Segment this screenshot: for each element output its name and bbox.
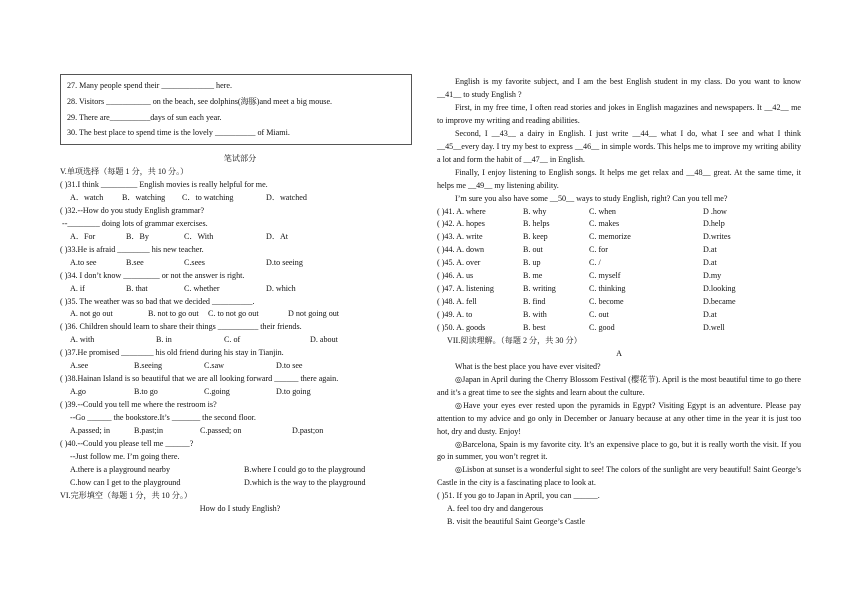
option-d: D.to see bbox=[276, 361, 303, 371]
option-d: D.to going bbox=[276, 387, 311, 397]
options-36 bbox=[60, 334, 420, 347]
option-b: B. keep bbox=[523, 232, 548, 242]
option-d: D.writes bbox=[703, 232, 731, 242]
option-b: B. me bbox=[523, 271, 543, 281]
question-36: ( )36. Children should learn to share their things __________ their friends. bbox=[60, 322, 302, 332]
options-33 bbox=[60, 257, 420, 270]
cloze-paragraph-2: First, in my free time, I often read stories and jokes in English magazines and newspapers. It __42__ me to improve my writing and reading abilities. bbox=[437, 102, 801, 125]
cloze-option-row bbox=[437, 206, 801, 219]
option-c: C. / bbox=[589, 258, 601, 268]
cloze-paragraph-4: Finally, I enjoy listening to English songs. It helps me get relax and __48__ great. At the same time, it helps me __49__ my listening ability. bbox=[437, 167, 801, 190]
option-b: B.past;in bbox=[134, 425, 164, 435]
cloze-title: How do I study English? bbox=[199, 503, 281, 513]
question-37: ( )37.He promised ________ his old friend during his stay in Tianjin. bbox=[60, 348, 284, 358]
question-32-line2: --________ doing lots of grammar exercises. bbox=[62, 218, 208, 228]
option-c: C. when bbox=[589, 206, 616, 216]
question-51: ( )51. If you go to Japan in April, you can ______. bbox=[437, 491, 600, 501]
written-part-title: 笔试部分 bbox=[223, 154, 257, 164]
option-c: C．With bbox=[184, 231, 214, 241]
option-c: C. good bbox=[589, 322, 615, 332]
option-d: D.to seeing bbox=[266, 257, 303, 267]
option-d: D.my bbox=[703, 271, 722, 281]
question-40: ( )40.--Could you please tell me ______? bbox=[60, 438, 194, 448]
fill-item-27: 27. Many people spend their _____________ here. bbox=[67, 81, 232, 90]
right-column bbox=[437, 76, 801, 529]
option-c: C.going bbox=[204, 387, 230, 397]
options-31 bbox=[60, 192, 420, 205]
option-b: B.seeing bbox=[134, 361, 163, 371]
options-34 bbox=[60, 283, 420, 296]
option-b: B. visit the beautiful Saint George’s Castle bbox=[447, 517, 586, 527]
question-34: ( )34. I don’t know _________ or not the answer is right. bbox=[60, 270, 245, 280]
option-b: B. writing bbox=[523, 284, 556, 294]
cloze-paragraph-3: Second, I __43__ a dairy in English. I just write __44__ what I do, what I see and what I think __45__every day. I try my best to express __46__ in simple words. This helps me to improve my writing ability a lot and form the habit of __47__ in English. bbox=[437, 128, 801, 164]
option-c: C.passed; on bbox=[200, 425, 242, 435]
cloze-option-row bbox=[437, 218, 801, 231]
option-a: ( )49. A. to bbox=[437, 310, 473, 320]
option-d: D.help bbox=[703, 219, 725, 229]
fill-item-28: 28. Visitors ___________ on the beach, see dolphins(海豚)and meet a big mouse. bbox=[67, 96, 333, 106]
passage-paragraph-2: ◎Japan in April during the Cherry Blossom Festival (樱花节). April is the most beautiful time to go there and it’s a great time to see the sights and learn about the culture. bbox=[437, 374, 801, 397]
passage-paragraph-4: ◎Barcelona, Spain is my favorite city. It’s an expensive place to go, but it is really worth the visit. If you go in summer, you won’t regret it. bbox=[437, 439, 801, 462]
question-35: ( )35. The weather was so bad that we decided __________. bbox=[60, 296, 255, 306]
fill-in-box bbox=[60, 74, 412, 145]
options-39 bbox=[60, 425, 420, 438]
option-b: B. with bbox=[523, 310, 547, 320]
option-c: C.how can I get to the playground bbox=[70, 477, 181, 487]
question-39: ( )39.--Could you tell me where the restroom is? bbox=[60, 400, 217, 409]
question-38: ( )38.Hainan Island is so beautiful that we are all looking forward ______ there again. bbox=[60, 374, 339, 384]
option-a: ( )45. A. over bbox=[437, 258, 481, 268]
option-a: A.passed; in bbox=[70, 425, 111, 435]
option-a: A．For bbox=[70, 231, 96, 241]
option-c: C. become bbox=[589, 297, 624, 307]
option-c: C. thinking bbox=[589, 284, 626, 294]
section6-title: VI.完形填空（每题 1 分，共 10 分。） bbox=[60, 490, 192, 500]
options-32 bbox=[60, 231, 420, 244]
cloze-option-row bbox=[437, 231, 801, 244]
cloze-paragraph-1: English is my favorite subject, and I am the best English student in my class. Do you want to know __41__ to study English ? bbox=[437, 77, 801, 99]
cloze-option-row bbox=[437, 244, 801, 257]
option-a: A.see bbox=[70, 361, 89, 371]
cloze-option-row bbox=[437, 322, 801, 335]
option-d: D. which bbox=[266, 283, 296, 293]
option-d: D.became bbox=[703, 297, 736, 307]
option-b: B．By bbox=[126, 231, 149, 241]
option-a: ( )41. A. where bbox=[437, 206, 486, 216]
option-b: B. up bbox=[523, 258, 541, 268]
option-c: C. out bbox=[589, 310, 609, 320]
option-b: B. out bbox=[523, 245, 543, 255]
cloze-paragraph-5: I’m sure you also have some __50__ ways to study English, right? Can you tell me? bbox=[455, 193, 728, 203]
option-a: ( )44. A. down bbox=[437, 245, 484, 255]
option-c: C.saw bbox=[204, 361, 225, 371]
cloze-option-row bbox=[437, 309, 801, 322]
option-c: C. makes bbox=[589, 219, 620, 229]
option-b: B. in bbox=[156, 335, 172, 345]
option-d: D.at bbox=[703, 245, 717, 255]
option-c: C. memorize bbox=[589, 232, 631, 242]
passage-label: A bbox=[616, 348, 622, 358]
cloze-option-row bbox=[437, 257, 801, 270]
option-a: ( )48. A. fell bbox=[437, 297, 477, 307]
option-c: C. for bbox=[589, 245, 608, 255]
option-d: D.at bbox=[703, 258, 717, 268]
option-a: ( )50. A. goods bbox=[437, 322, 486, 332]
option-a: ( )42. A. hopes bbox=[437, 219, 485, 229]
cloze-option-row bbox=[437, 296, 801, 309]
question-31: ( )31.I think _________ English movies is really helpful for me. bbox=[60, 180, 268, 190]
option-d: D not going out bbox=[288, 309, 340, 319]
option-d: D.looking bbox=[703, 284, 736, 294]
options-40-ab bbox=[60, 464, 420, 477]
question-39-line2: --Go ______ the bookstore.It’s _______ the second floor. bbox=[70, 412, 256, 422]
option-b: B. not to go out bbox=[148, 309, 199, 319]
question-40-line2: --Just follow me. I’m going there. bbox=[70, 451, 180, 461]
option-a: A.go bbox=[70, 387, 86, 397]
options-37 bbox=[60, 360, 420, 373]
passage-paragraph-5: ◎Lisbon at sunset is a wonderful sight to see! The colors of the sunlight are very beautiful! Saint George’s Castle in the city is a fascinating place to look at. bbox=[437, 465, 801, 488]
cloze-options bbox=[437, 206, 801, 335]
section5-title: V.单项选择（每题 1 分，共 10 分。） bbox=[60, 167, 189, 177]
option-b: B. helps bbox=[523, 219, 550, 229]
option-c: C. to not go out bbox=[208, 309, 259, 319]
passage-paragraph-1: What is the best place you have ever visited? bbox=[455, 361, 601, 371]
option-a: A．watch bbox=[70, 193, 104, 202]
options-40-cd bbox=[60, 477, 420, 490]
option-a: ( )46. A. us bbox=[437, 271, 474, 281]
option-b: B.see bbox=[126, 257, 144, 267]
option-c: C. myself bbox=[589, 271, 621, 281]
option-d: D.well bbox=[703, 322, 725, 332]
fill-item-29: 29. There are__________days of sun each year. bbox=[67, 112, 222, 122]
options-35 bbox=[60, 308, 420, 321]
option-a: A. with bbox=[70, 335, 95, 345]
option-b: B. best bbox=[523, 322, 546, 332]
option-a: A.to see bbox=[70, 257, 97, 267]
option-d: D.past;on bbox=[292, 425, 324, 435]
option-a: A. if bbox=[70, 283, 85, 293]
option-c: C. of bbox=[224, 335, 241, 345]
option-d: D．At bbox=[266, 231, 289, 241]
options-38 bbox=[60, 386, 420, 399]
left-column bbox=[60, 74, 420, 515]
option-a: ( )47. A. listening bbox=[437, 284, 494, 294]
option-c: C.sees bbox=[184, 257, 205, 267]
section7-title: VII.阅读理解。（每题 2 分，共 30 分） bbox=[447, 335, 582, 345]
option-a: A.there is a playground nearby bbox=[70, 464, 171, 474]
fill-item-30: 30. The best place to spend time is the lovely __________ of Miami. bbox=[67, 128, 290, 138]
option-a: A. feel too dry and dangerous bbox=[447, 504, 544, 514]
passage-paragraph-3: ◎Have your eyes ever rested upon the pyramids in Egypt? Visiting Egypt is an adventure. Please pay attention to my advice and go only in December or January because at any other time in the year it is just too hot, dry and dusty. Enjoy! bbox=[437, 400, 801, 436]
question-32: ( )32.--How do you study English grammar? bbox=[60, 205, 205, 215]
option-d: D. about bbox=[310, 335, 338, 345]
option-c: C．to watching bbox=[182, 193, 234, 202]
option-b: B. why bbox=[523, 206, 547, 216]
cloze-option-row bbox=[437, 270, 801, 283]
option-c: C. whether bbox=[184, 283, 220, 293]
option-a: A. not go out bbox=[70, 309, 113, 319]
option-d: D．watched bbox=[266, 193, 307, 202]
option-d: D .how bbox=[703, 206, 727, 216]
option-a: ( )43. A. write bbox=[437, 232, 483, 242]
option-b: B.to go bbox=[134, 387, 158, 397]
option-b: B. find bbox=[523, 297, 546, 307]
question-33: ( )33.He is afraid ________ his new teacher. bbox=[60, 244, 204, 254]
option-d: D.at bbox=[703, 310, 717, 320]
cloze-option-row bbox=[437, 283, 801, 296]
option-d: D.which is the way to the playground bbox=[244, 477, 366, 487]
option-b: B. that bbox=[126, 283, 148, 293]
option-b: B.where I could go to the playground bbox=[244, 464, 366, 474]
option-b: B．watching bbox=[122, 193, 166, 202]
